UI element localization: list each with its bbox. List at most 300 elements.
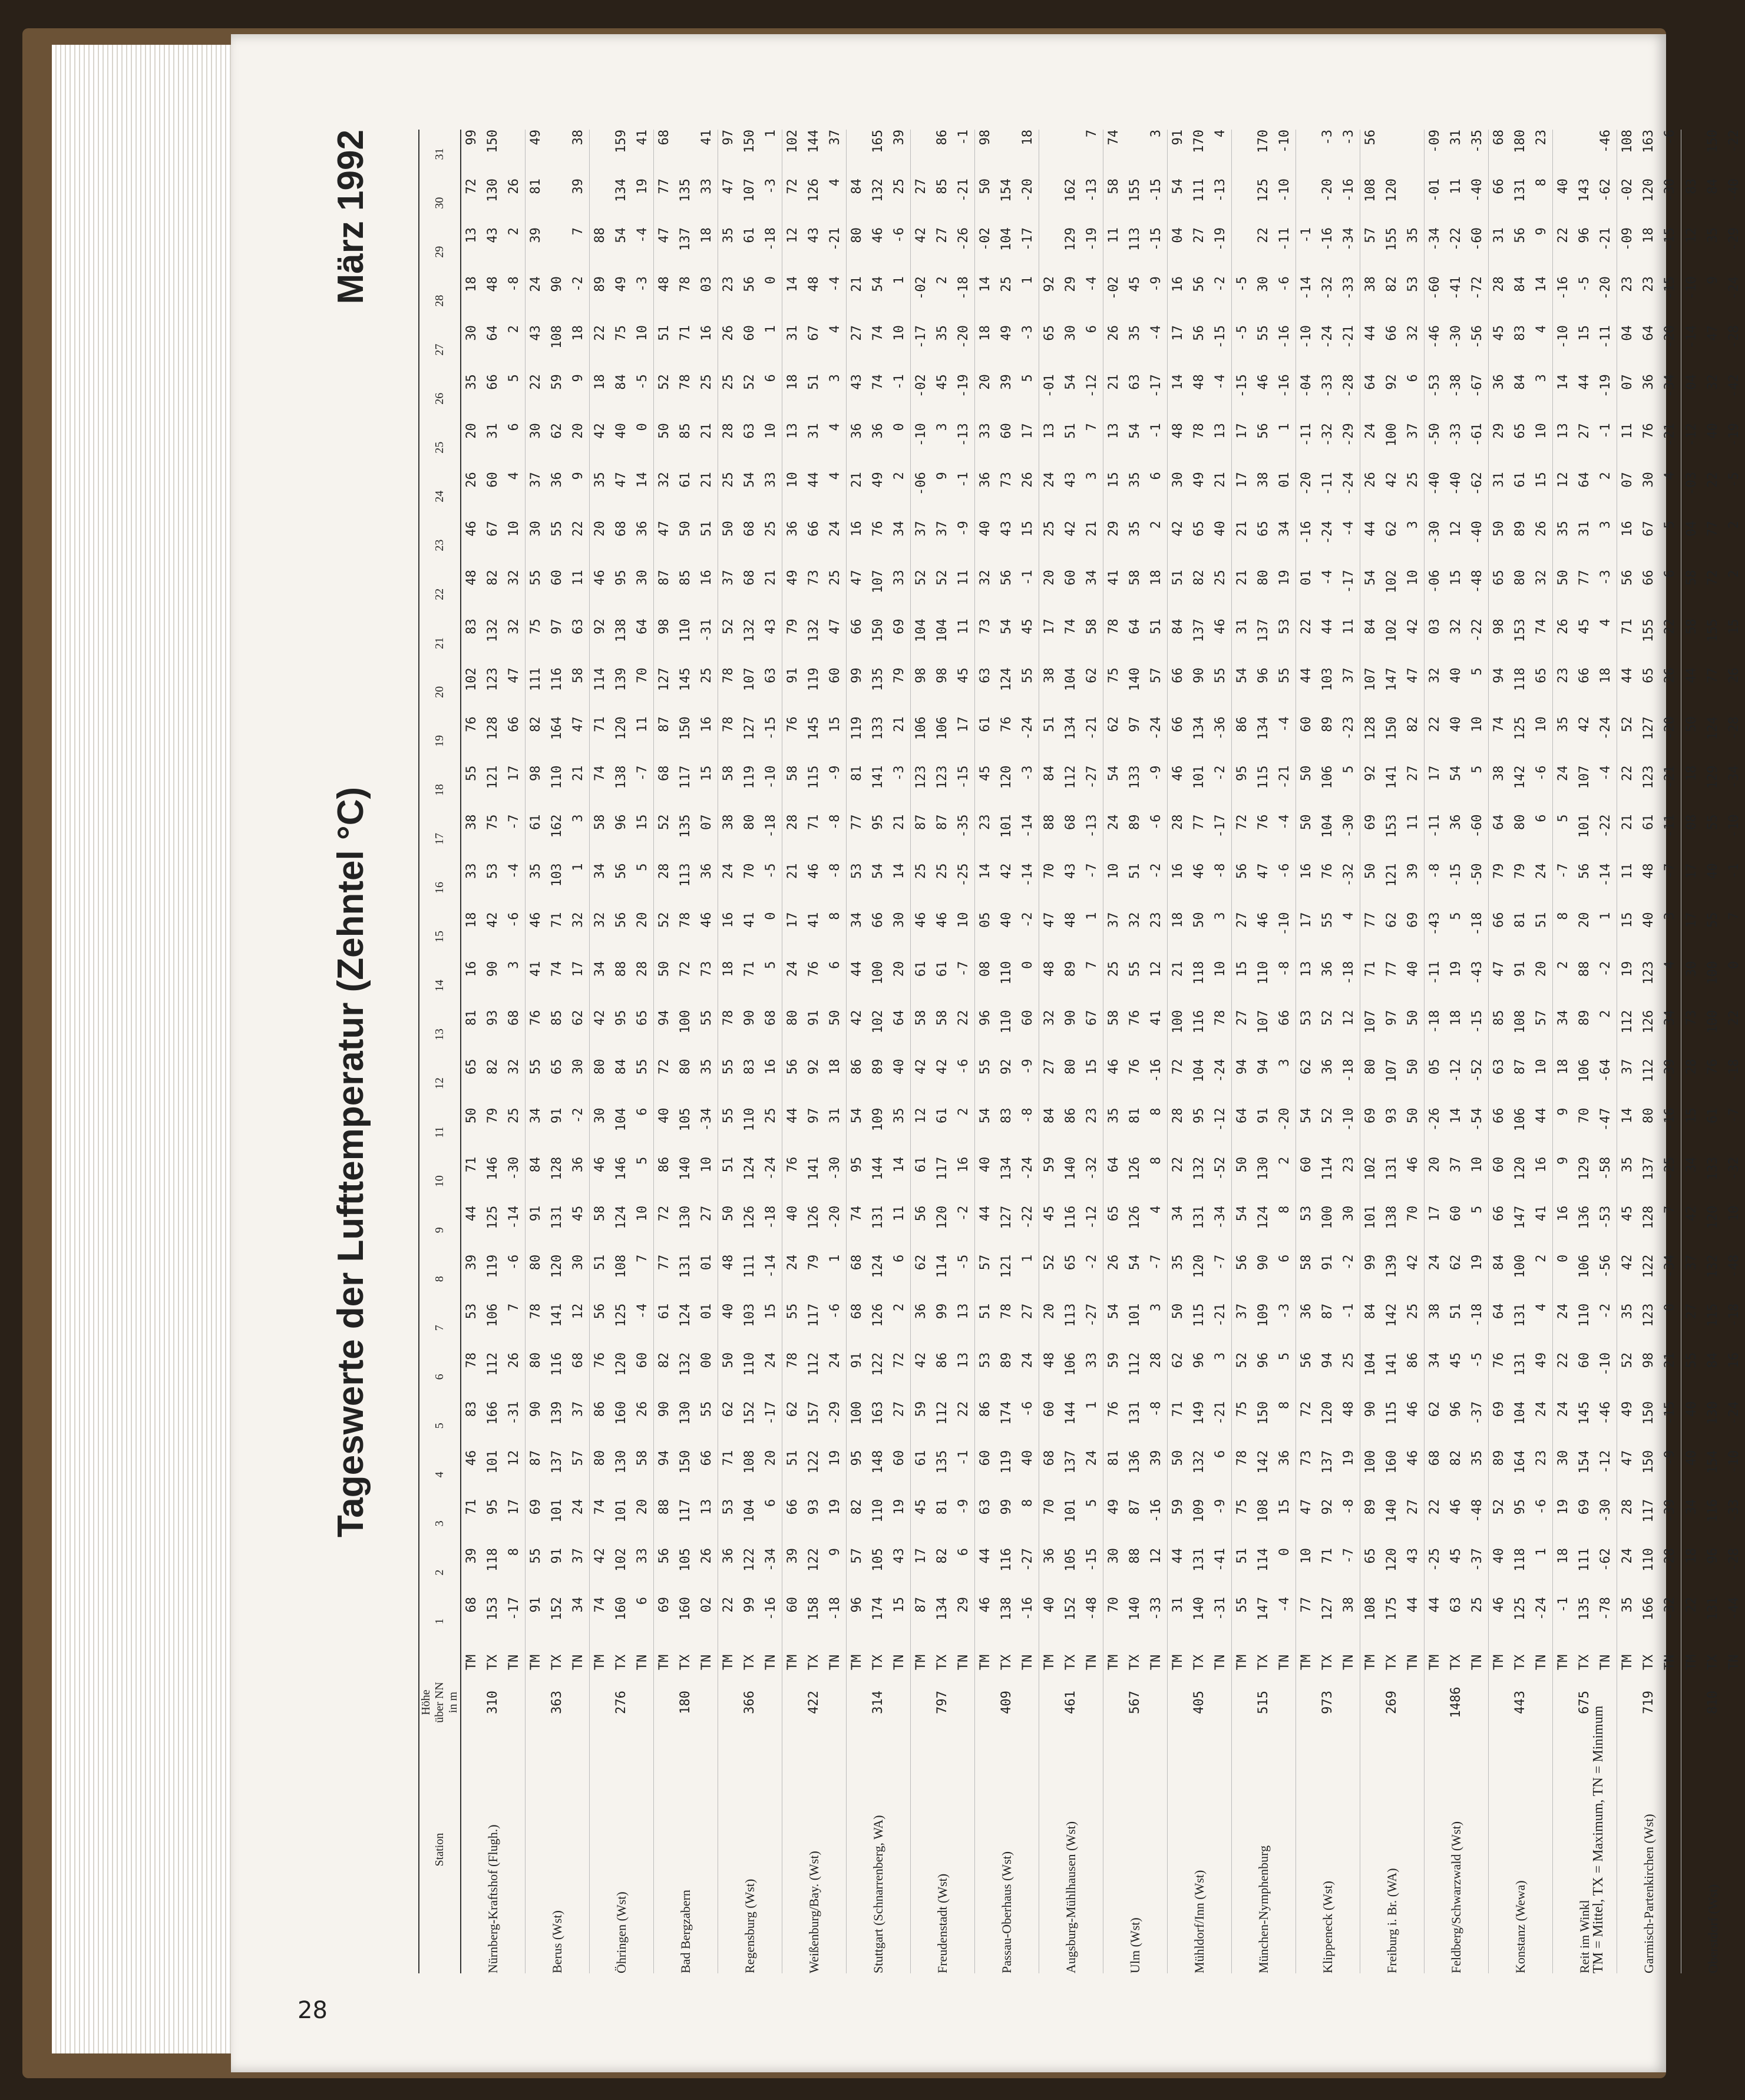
station-elevation (1296, 1679, 1318, 1726)
value-kind: TM (1232, 1646, 1254, 1679)
day-value: 73 (1681, 1010, 1703, 1059)
day-value: -18 (828, 1596, 842, 1621)
day-value: 84 (1489, 1255, 1511, 1304)
header-day: 10 (419, 1157, 461, 1206)
day-value: 150 (678, 1450, 693, 1474)
day-value: 4 (828, 325, 842, 333)
day-value: -32 (1320, 423, 1335, 447)
day-value: 64 (1489, 1304, 1511, 1352)
day-value: 10 (764, 423, 778, 439)
header-day: 16 (419, 864, 461, 912)
day-value: 123 (1641, 961, 1656, 985)
day-value: 29 (1063, 276, 1078, 292)
day-value: 164 (550, 716, 564, 740)
day-value: 22 (1681, 1597, 1703, 1646)
day-value: 46 (1192, 863, 1207, 879)
day-value: -30 (1449, 325, 1463, 349)
day-value: 68 (464, 1596, 479, 1613)
day-value: 79 (807, 1254, 821, 1271)
day-value: 24 (526, 276, 547, 325)
day-value: 130 (678, 1205, 693, 1229)
day-value: 53 (1406, 276, 1420, 292)
day-value: 7 (1085, 423, 1099, 431)
day-value: 68 (1425, 1450, 1446, 1499)
value-kind: TX (742, 1654, 757, 1671)
day-value: 56 (1256, 423, 1271, 439)
day-value: -5 (1232, 276, 1254, 325)
day-value: 78 (1103, 619, 1125, 667)
day-value: 46 (975, 1597, 997, 1646)
day-value: 123 (1641, 765, 1656, 789)
day-value: 25 (1341, 1352, 1356, 1368)
day-value: 140 (1128, 667, 1142, 692)
day-value: 77 (654, 178, 676, 227)
day-value: 24 (1103, 814, 1125, 863)
day-value: 50 (1296, 765, 1318, 814)
day-value: 46 (464, 521, 479, 537)
day-value: -33 (1149, 1596, 1164, 1621)
day-value: 124 (742, 1156, 757, 1180)
day-value: -7 (1085, 863, 1099, 879)
day-value: 14 (892, 863, 907, 879)
day-value: 42 (847, 1010, 868, 1059)
day-value: -54 (1470, 1107, 1485, 1132)
day-value: 142 (1384, 1303, 1399, 1327)
value-kind: TM (526, 1646, 547, 1679)
day-value: 48 (485, 276, 500, 292)
day-value: 84 (1706, 178, 1720, 194)
table-row (847, 130, 868, 1973)
day-value: 62 (1168, 1352, 1189, 1401)
day-value: 58 (571, 667, 586, 683)
day-value: -6 (1534, 1499, 1549, 1515)
day-value: 71 (678, 325, 693, 341)
day-value: 90 (1063, 1010, 1078, 1026)
day-value: 40 (1406, 961, 1420, 977)
day-value: 27 (699, 1205, 714, 1222)
day-value: 29 (1103, 521, 1125, 570)
day-value (1232, 227, 1254, 276)
day-value: 104 (1513, 1401, 1528, 1425)
day-value: -2 (956, 1205, 971, 1222)
day-value: 7 (1085, 961, 1099, 969)
day-value: 21 (1085, 521, 1099, 537)
day-value: -12 (1085, 374, 1099, 398)
day-value: 63 (1128, 374, 1142, 390)
day-value: 65 (464, 1059, 479, 1075)
station-elevation (654, 1679, 676, 1726)
day-value: 66 (871, 912, 885, 928)
day-value: 67 (1085, 1010, 1099, 1026)
day-value: 22 (1727, 1010, 1741, 1026)
day-value: 54 (1232, 667, 1254, 716)
day-value: 145 (807, 716, 821, 740)
day-value: 55 (699, 1010, 714, 1026)
header-day: 11 (419, 1108, 461, 1157)
day-value: 111 (1577, 1547, 1592, 1572)
day-value: 18 (1681, 765, 1703, 814)
header-day: 20 (419, 667, 461, 716)
day-value: 116 (999, 1547, 1014, 1572)
station-elevation: 567 (1128, 1691, 1142, 1714)
day-value: 84 (614, 1059, 629, 1075)
day-value: 105 (871, 1547, 885, 1572)
day-value: 36 (911, 1304, 933, 1352)
day-value: 19 (1470, 1254, 1485, 1271)
day-value: -12 (1681, 423, 1703, 472)
day-value: 10 (1534, 716, 1549, 732)
day-value: 115 (1192, 1303, 1207, 1327)
day-value: -11 (1277, 227, 1292, 251)
day-value: -25 (1663, 1156, 1677, 1180)
day-value: 150 (1641, 1450, 1656, 1474)
day-value: 34 (590, 961, 612, 1010)
day-value: 104 (999, 227, 1014, 251)
station-elevation (1467, 1679, 1489, 1726)
station-elevation: 366 (742, 1691, 757, 1714)
table-row (1189, 130, 1210, 1973)
table-row (1103, 130, 1125, 1973)
day-value: 11 (1617, 864, 1639, 912)
day-value: -2 (571, 1107, 586, 1124)
day-value: 63 (1449, 1596, 1463, 1613)
day-value: 140 (678, 1156, 693, 1180)
day-value: -34 (699, 1107, 714, 1132)
value-kind: TM (1489, 1646, 1511, 1679)
day-value: 17 (1425, 1206, 1446, 1255)
day-value: 92 (807, 1059, 821, 1075)
day-value: -17 (1149, 374, 1164, 398)
day-value: 78 (678, 374, 693, 390)
day-value: 0 (635, 423, 650, 431)
station-elevation (1082, 1679, 1103, 1726)
header-day: 2 (419, 1548, 461, 1597)
day-value: -16 (1149, 1059, 1164, 1083)
day-value: 155 (1706, 619, 1720, 643)
day-value: 66 (1489, 178, 1511, 227)
day-value: 101 (614, 1499, 629, 1523)
day-value: -24 (1020, 1156, 1035, 1180)
day-value: 50 (1360, 864, 1382, 912)
day-value: 92 (1320, 1499, 1335, 1515)
day-value: 55 (1706, 912, 1720, 928)
day-value: 76 (1103, 1401, 1125, 1450)
day-value: -20 (1296, 472, 1318, 521)
day-value: 49 (1103, 1499, 1125, 1548)
day-value: -15 (1449, 863, 1463, 887)
table-row (1403, 130, 1425, 1973)
station-name (632, 1726, 654, 1973)
day-value: -3 (764, 178, 778, 194)
day-value: 132 (1706, 1254, 1720, 1278)
day-value: -14 (1020, 814, 1035, 838)
day-value: 23 (1641, 276, 1656, 292)
day-value: 131 (550, 1205, 564, 1229)
day-value: 58 (590, 814, 612, 863)
day-value: 5 (764, 961, 778, 969)
day-value: -35 (1470, 130, 1485, 153)
day-value: -11 (1320, 472, 1335, 495)
day-value: -34 (1425, 227, 1446, 276)
day-value: 110 (742, 1352, 757, 1376)
day-value: 86 (590, 1401, 612, 1450)
table-row (482, 130, 504, 1973)
day-value: 16 (847, 521, 868, 570)
day-value: 74 (1534, 619, 1549, 634)
day-value: -53 (1425, 374, 1446, 423)
day-value: 68 (654, 765, 676, 814)
day-value: 1 (1020, 276, 1035, 285)
day-value: 53 (975, 1352, 997, 1401)
day-value: -43 (1425, 912, 1446, 961)
day-value: 12 (571, 1303, 586, 1319)
day-value: 63 (571, 619, 586, 634)
day-value: 43 (807, 227, 821, 243)
day-value: 10 (1534, 1059, 1549, 1075)
day-value: 90 (654, 1401, 676, 1450)
day-value: 20 (635, 1499, 650, 1515)
day-value: 31 (1489, 472, 1511, 521)
day-value: -10 (1341, 1107, 1356, 1132)
day-value: -17 (911, 325, 933, 374)
station-name (568, 1726, 590, 1973)
day-value: 106 (1577, 1254, 1592, 1278)
table-row (1082, 130, 1103, 1973)
day-value: -24 (1598, 716, 1613, 740)
day-value: 40 (1681, 1401, 1703, 1450)
table-row (1574, 130, 1595, 1973)
day-value: 82 (485, 1059, 500, 1075)
day-value: 19 (892, 1499, 907, 1515)
day-value: 102 (614, 1547, 629, 1572)
day-value: 46 (1406, 1401, 1420, 1417)
day-value: 24 (1039, 472, 1061, 521)
day-value: 102 (782, 130, 804, 178)
day-value: 78 (1192, 423, 1207, 439)
day-value: 31 (1449, 130, 1463, 145)
day-value: 15 (1617, 912, 1639, 961)
table-row (1168, 130, 1189, 1973)
header-day: 18 (419, 765, 461, 814)
station-name (504, 1726, 526, 1973)
day-value: -31 (1213, 1596, 1228, 1621)
day-value: 11 (571, 570, 586, 586)
day-value: -32 (1341, 863, 1356, 887)
day-value: 05 (1425, 1059, 1446, 1108)
day-value: 95 (871, 814, 885, 830)
value-kind: TX (807, 1654, 821, 1671)
day-value: 135 (678, 178, 693, 202)
day-value: -18 (956, 276, 971, 300)
day-value: -22 (1727, 130, 1741, 153)
day-value: 61 (935, 1107, 950, 1124)
day-value: 127 (742, 716, 757, 740)
day-value: 42 (1577, 716, 1592, 732)
day-value: 110 (678, 619, 693, 643)
day-value: 30 (464, 325, 479, 341)
day-value: 90 (526, 1401, 547, 1450)
day-value: 116 (1063, 1205, 1078, 1229)
day-value: 99 (464, 130, 479, 145)
day-value (1232, 178, 1254, 227)
day-value: -11 (1598, 325, 1613, 349)
day-value: 86 (1232, 716, 1254, 765)
day-value: -18 (1425, 1010, 1446, 1059)
day-value: 5 (635, 863, 650, 871)
day-value: 51 (1449, 1303, 1463, 1319)
day-value: 18 (1641, 227, 1656, 243)
day-value: 49 (782, 570, 804, 619)
day-value: 07 (1617, 472, 1639, 521)
station-name: Weißenburg/Bay. (Wst) (807, 1851, 821, 1973)
day-value: 40 (1449, 716, 1463, 732)
day-value: -4 (635, 227, 650, 243)
day-value: 76 (1706, 1059, 1720, 1075)
day-value: 71 (807, 814, 821, 830)
day-value: 84 (1360, 619, 1382, 667)
day-value: -06 (911, 472, 933, 521)
day-value: 0 (764, 276, 778, 285)
day-value: 72 (782, 178, 804, 227)
day-value: 76 (807, 961, 821, 977)
station-elevation: 810 (1706, 1691, 1720, 1714)
day-value: 56 (1232, 1255, 1254, 1304)
day-value: 86 (1063, 1107, 1078, 1124)
day-value: -20 (828, 1205, 842, 1229)
day-value: 21 (892, 716, 907, 732)
day-value: 20 (590, 521, 612, 570)
day-value: -5 (1727, 472, 1741, 488)
day-value: -9 (956, 521, 971, 537)
day-value: 123 (911, 765, 933, 814)
day-value: 74 (590, 1499, 612, 1548)
day-value: 87 (911, 814, 933, 863)
day-value: 18 (1168, 912, 1189, 961)
day-value: 4 (828, 472, 842, 480)
day-value: -8 (1020, 1107, 1035, 1124)
day-value: 122 (871, 1352, 885, 1376)
day-value: -1 (892, 374, 907, 390)
day-value: 3 (507, 961, 521, 969)
day-value: -41 (1449, 276, 1463, 300)
day-value: 60 (742, 325, 757, 341)
day-value: -02 (911, 276, 933, 325)
value-kind: TN (1020, 1654, 1035, 1671)
day-value: 73 (699, 961, 714, 977)
day-value: 141 (1384, 1352, 1399, 1376)
day-value: -5 (764, 863, 778, 879)
day-value: 33 (764, 472, 778, 488)
day-value: -31 (507, 1401, 521, 1425)
day-value: 54 (1360, 570, 1382, 619)
day-value: 5 (507, 374, 521, 382)
day-value: 76 (1320, 863, 1335, 879)
day-value: 8 (1149, 1156, 1164, 1165)
day-value: -8 (1149, 1401, 1164, 1417)
day-value: 61 (654, 1304, 676, 1352)
day-value: 68 (1489, 130, 1511, 178)
day-value: 114 (1256, 1547, 1271, 1572)
day-value: 138 (1384, 1205, 1399, 1229)
day-value: -8 (1277, 961, 1292, 977)
day-value: 91 (526, 1597, 547, 1646)
value-kind: TM (911, 1646, 933, 1679)
day-value: 100 (871, 961, 885, 985)
day-value: -20 (1020, 178, 1035, 202)
day-value: 15 (1534, 472, 1549, 488)
value-kind: TX (999, 1654, 1014, 1671)
day-value: 69 (526, 1499, 547, 1548)
day-value: 17 (1232, 423, 1254, 472)
day-value: 10 (507, 521, 521, 537)
day-value: 36 (550, 472, 564, 488)
day-value: 54 (975, 1108, 997, 1157)
day-value: 163 (1641, 130, 1656, 153)
day-value: 66 (1577, 667, 1592, 683)
day-value: 106 (935, 716, 950, 740)
day-value: 55 (1681, 1352, 1703, 1401)
day-value: 42 (1681, 1206, 1703, 1255)
day-value: 37 (1449, 1156, 1463, 1173)
day-value: -16 (1149, 1499, 1164, 1523)
day-value: -15 (1663, 227, 1677, 251)
header-day: 25 (419, 423, 461, 472)
day-value: 16 (1168, 276, 1189, 325)
day-value: -15 (1232, 374, 1254, 423)
day-value: -4 (1149, 325, 1164, 341)
day-value: 17 (911, 1548, 933, 1597)
day-value: 56 (911, 1206, 933, 1255)
day-value: 117 (678, 765, 693, 789)
day-value: 32 (654, 472, 676, 521)
day-value: -42 (1727, 374, 1741, 398)
day-value: -64 (1598, 1059, 1613, 1083)
day-value: 2 (1598, 472, 1613, 480)
day-value: 121 (1384, 863, 1399, 887)
day-value: 40 (1553, 178, 1575, 227)
value-kind: TX (1384, 1654, 1399, 1671)
day-value: 104 (742, 1499, 757, 1523)
day-value: 134 (1063, 716, 1078, 740)
day-value: 107 (742, 178, 757, 202)
header-day: 3 (419, 1499, 461, 1548)
day-value: 149 (1192, 1401, 1207, 1425)
day-value: 80 (1256, 570, 1271, 586)
day-value: 67 (807, 325, 821, 341)
day-value: 5 (1470, 667, 1485, 676)
day-value: 32 (1449, 619, 1463, 634)
day-value: 19 (1449, 961, 1463, 977)
value-kind: TM (1168, 1646, 1189, 1679)
table-row (1296, 130, 1318, 1973)
day-value: 103 (550, 863, 564, 887)
day-value: 52 (1039, 1255, 1061, 1304)
day-value: 1 (892, 276, 907, 285)
day-value: 84 (1513, 374, 1528, 390)
day-value: 22 (1256, 227, 1271, 243)
day-value: -46 (1425, 325, 1446, 374)
day-value: 52 (1232, 1352, 1254, 1401)
day-value: 26 (1553, 619, 1575, 667)
day-value: 10 (635, 325, 650, 341)
day-value: 3 (1213, 1352, 1228, 1361)
day-value: 124 (999, 667, 1014, 692)
day-value: -5 (1470, 1352, 1485, 1368)
day-value: -15 (1213, 325, 1228, 349)
day-value: 22 (571, 521, 586, 537)
day-value: 37 (718, 570, 740, 619)
day-value: 80 (590, 1450, 612, 1499)
